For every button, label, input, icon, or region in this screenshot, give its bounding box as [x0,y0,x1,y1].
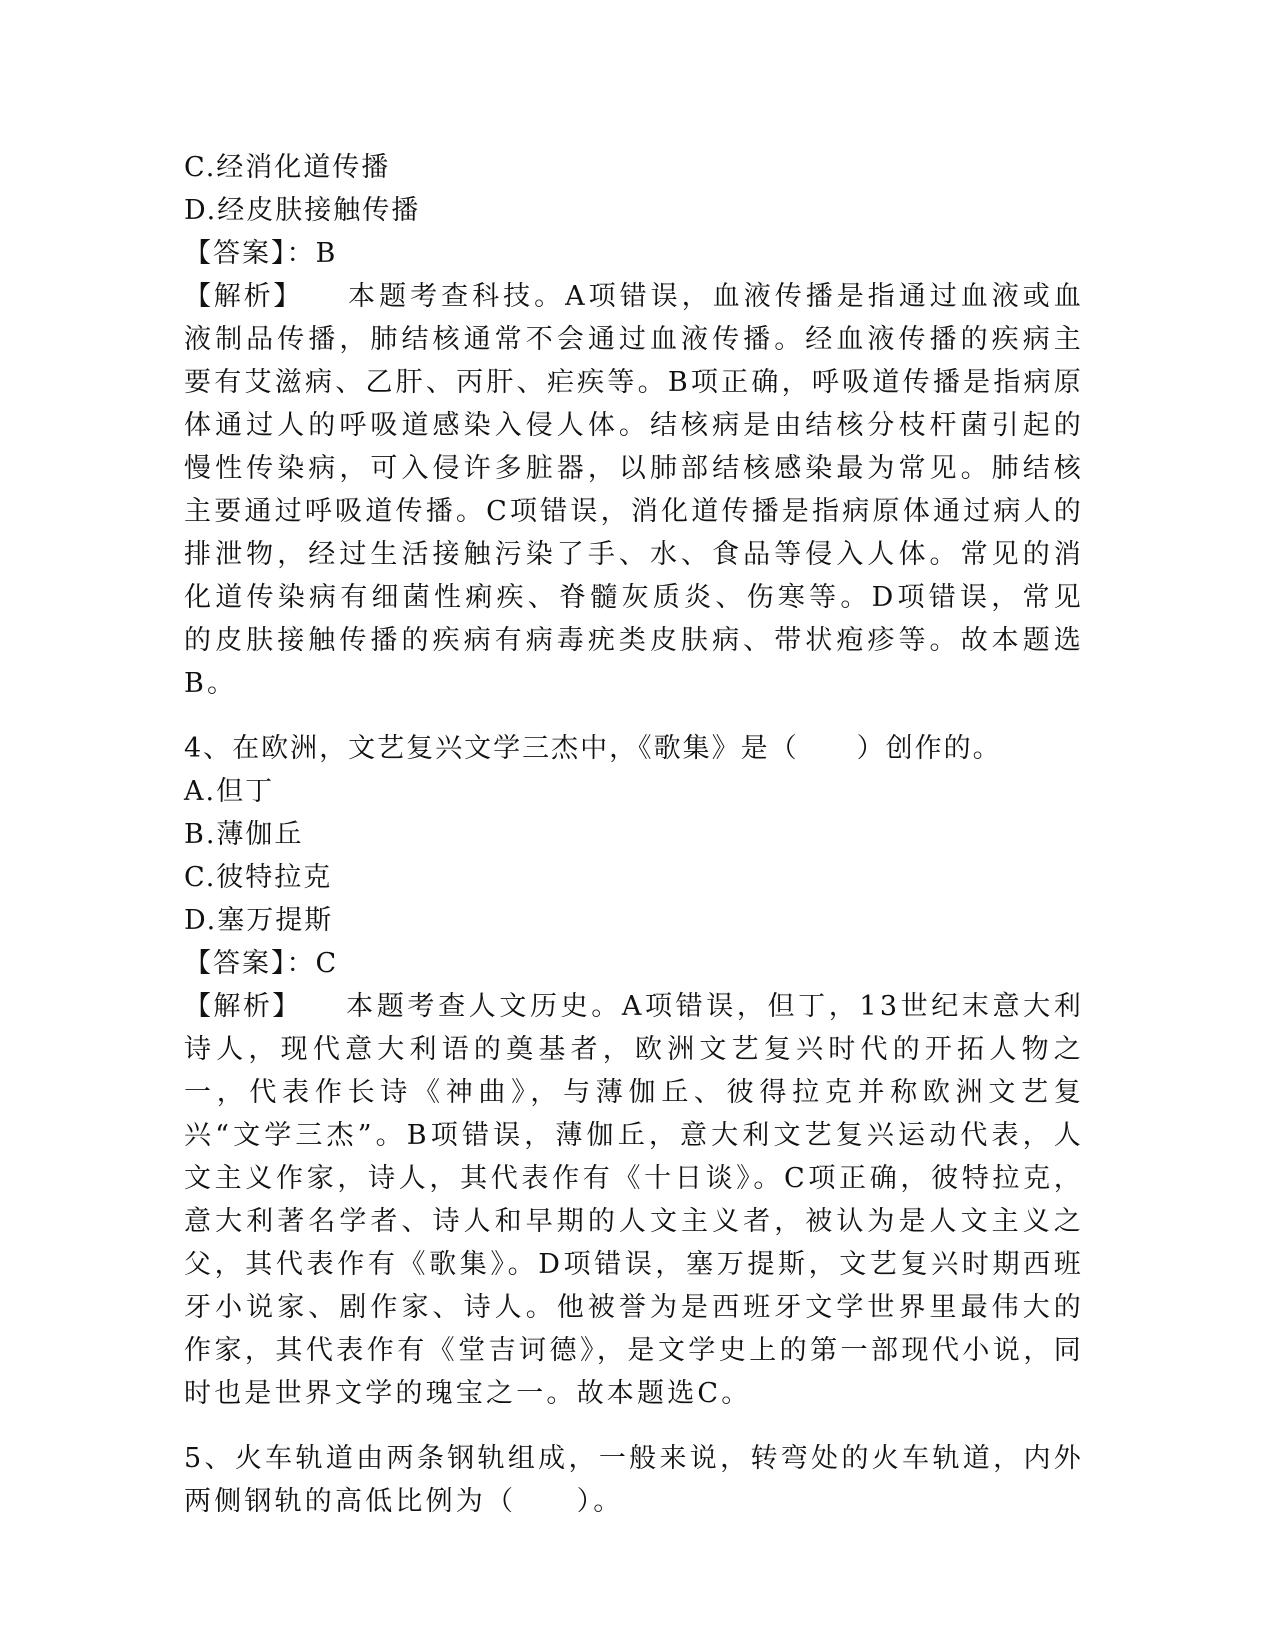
q4-answer: 【答案】：C [184,948,339,979]
q4-option-d: D.塞万提斯 [184,905,334,936]
q4-analysis-text: 本题考查人文历史。A项错误，但丁，13世纪末意大利诗人，现代意大利语的奠基者，欧洲文艺复兴时代的开拓人物之一，代表作长诗《神曲》，与薄伽丘、彼得拉克并称欧洲文艺复兴“文学三杰”。B项错误，薄伽丘，意大利文艺复兴运动代表，人文主义作家，诗人，其代表作有《十日谈》。C项正确，彼特拉克，意大利著名学者、诗人和早期的人文主义者，被认为是人文主义之父，其代表作有《歌集》。D项错误，塞万提斯，文艺复兴时期西班牙小说家、剧作家、诗人。他被誉为是西班牙文学世界里最伟大的作家，其代表作有《堂吉诃德》，是文学史上的第一部现代小说，同时也是世界文学的瑰宝之一。故本题选C。 [184,991,1084,1409]
q3-answer: 【答案】：B [184,238,338,269]
q5-question: 5、火车轨道由两条钢轨组成，一般来说，转弯处的火车轨道，内外两侧钢轨的高低比例为（ ）。 [184,1443,1084,1517]
q4-analysis [184,985,1084,1415]
q3-analysis-label: 【解析】 [184,281,304,312]
q4-question: 4、在欧洲，文艺复兴文学三杰中，《歌集》是（ ）创作的。 [184,733,1002,764]
q3-analysis [184,275,1084,705]
q3-analysis-text: 本题考查科技。A项错误，血液传播是指通过血液或血液制品传播，肺结核通常不会通过血液传播。经血液传播的疾病主要有艾滋病、乙肝、丙肝、疟疾等。B项正确，呼吸道传播是指病原体通过人的呼吸道感染入侵人体。结核病是由结核分枝杆菌引起的慢性传染病，可入侵许多脏器，以肺部结核感染最为常见。肺结核主要通过呼吸道传播。C项错误，消化道传播是指病原体通过病人的排泄物，经过生活接触污染了手、水、食品等侵入人体。常见的消化道传染病有细菌性痢疾、脊髓灰质炎、伤寒等。D项错误，常见的皮肤接触传播的疾病有病毒疣类皮肤病、带状疱疹等。故本题选B。 [184,281,1084,699]
q3-option-d: D.经皮肤接触传播 [184,195,421,226]
document-page [184,146,1084,1523]
q3-option-c: C.经消化道传播 [184,152,391,183]
q4-option-c: C.彼特拉克 [184,862,333,893]
q4-option-b: B.薄伽丘 [184,819,304,850]
q4-analysis-label: 【解析】 [184,991,302,1022]
q4-option-a: A.但丁 [184,776,275,807]
